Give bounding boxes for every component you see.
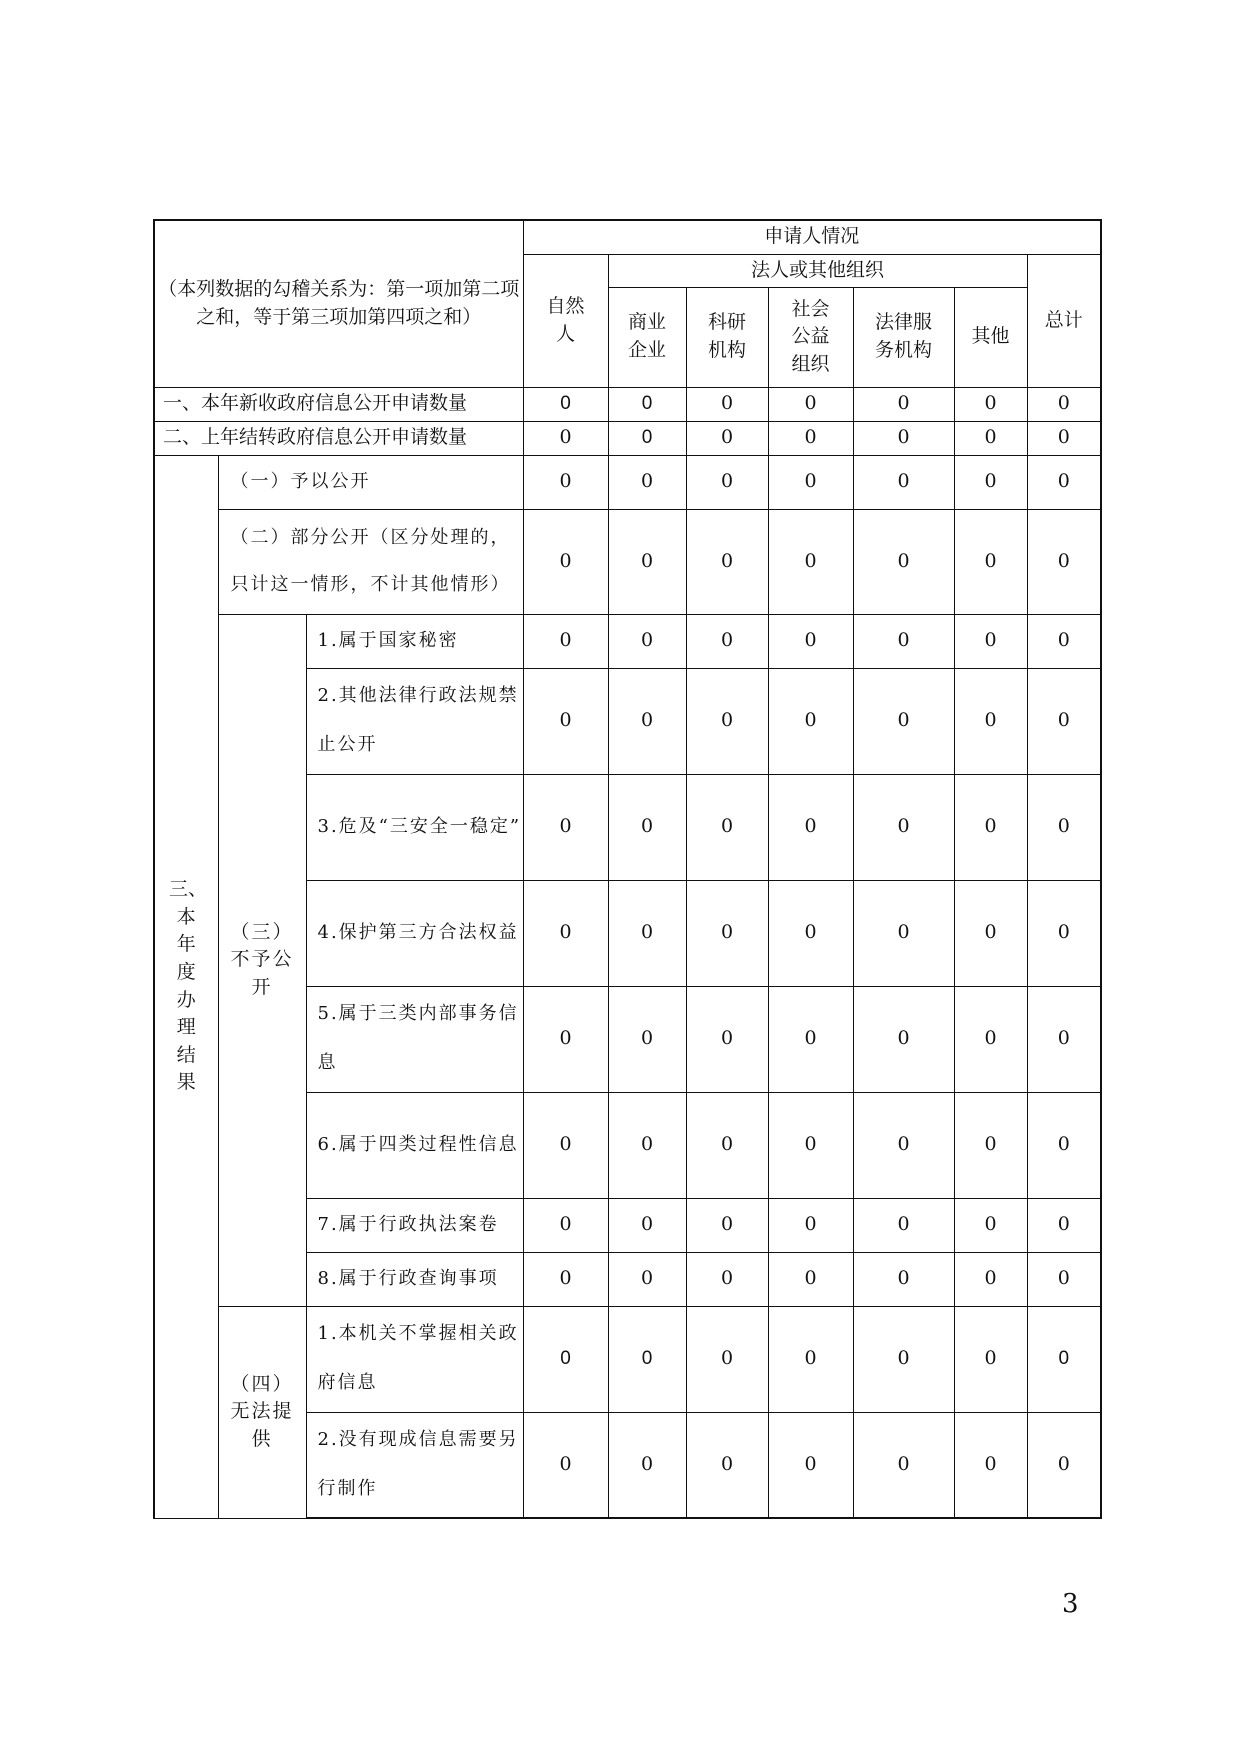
cell-value: 0: [768, 614, 853, 668]
cell-value: 0: [1027, 668, 1101, 774]
cell-value: 0: [954, 455, 1027, 509]
cell-value: 0: [608, 387, 686, 421]
cell-value: 0: [853, 509, 954, 614]
cell-value: 0: [523, 387, 608, 421]
cell-value: 0: [853, 774, 954, 880]
cell-value: 0: [686, 1306, 768, 1412]
cell-value: 0: [954, 614, 1027, 668]
not-disclosed-category: （三）不予公开: [218, 614, 306, 1306]
cell-value: 0: [853, 614, 954, 668]
cell-value: 0: [768, 387, 853, 421]
row-label: 6.属于四类过程性信息: [306, 1092, 523, 1198]
cell-value: 0: [523, 614, 608, 668]
cell-value: 0: [853, 986, 954, 1092]
cell-value: 0: [853, 1252, 954, 1306]
cell-value: 0: [686, 1252, 768, 1306]
row-label: 1.属于国家秘密: [306, 614, 523, 668]
cell-value: 0: [853, 387, 954, 421]
cell-value: 0: [768, 509, 853, 614]
cell-value: 0: [523, 421, 608, 455]
cell-value: 0: [1027, 455, 1101, 509]
cell-value: 0: [1027, 880, 1101, 986]
cell-value: 0: [686, 1412, 768, 1518]
header-business: 商业企业: [608, 287, 686, 387]
cell-value: 0: [954, 1198, 1027, 1252]
cell-value: 0: [768, 455, 853, 509]
table-row: [154, 614, 1101, 668]
cell-value: 0: [853, 421, 954, 455]
cell-value: 0: [523, 509, 608, 614]
cell-value: 0: [686, 1198, 768, 1252]
cell-value: 0: [523, 774, 608, 880]
row-label: 2.没有现成信息需要另行制作: [306, 1412, 523, 1518]
cell-value: 0: [1027, 509, 1101, 614]
cell-value: 0: [954, 421, 1027, 455]
row-label: 1.本机关不掌握相关政府信息: [306, 1306, 523, 1412]
table-row: [154, 387, 1101, 421]
row-label: 4.保护第三方合法权益: [306, 880, 523, 986]
row-label: 3.危及“三安全一稳定”: [306, 774, 523, 880]
statistics-table: [153, 219, 1102, 1519]
cell-value: 0: [686, 509, 768, 614]
cell-value: 0: [686, 387, 768, 421]
cell-value: 0: [768, 986, 853, 1092]
cell-value: 0: [608, 455, 686, 509]
cell-value: 0: [853, 880, 954, 986]
cell-value: 0: [1027, 1198, 1101, 1252]
cell-value: 0: [768, 421, 853, 455]
header-public-welfare: 社会公益组织: [768, 287, 853, 387]
cell-value: 0: [768, 668, 853, 774]
table-row: [154, 509, 1101, 614]
cell-value: 0: [523, 1412, 608, 1518]
header-natural-person: 自然人: [523, 254, 608, 387]
cell-value: 0: [608, 509, 686, 614]
results-category: 三、本年度办理结果: [154, 455, 218, 1518]
cell-value: 0: [608, 986, 686, 1092]
cell-value: 0: [1027, 614, 1101, 668]
cell-value: 0: [768, 1306, 853, 1412]
cell-value: 0: [608, 1092, 686, 1198]
cell-value: 0: [1027, 421, 1101, 455]
cell-value: 0: [608, 614, 686, 668]
cell-value: 0: [523, 1198, 608, 1252]
cell-value: 0: [954, 986, 1027, 1092]
header-legal-services: 法律服务机构: [853, 287, 954, 387]
cell-value: 0: [954, 668, 1027, 774]
cell-value: 0: [608, 1198, 686, 1252]
cell-value: 0: [853, 1306, 954, 1412]
cell-value: 0: [523, 455, 608, 509]
row-label: 5.属于三类内部事务信息: [306, 986, 523, 1092]
row-label: 7.属于行政执法案卷: [306, 1198, 523, 1252]
cell-value: 0: [768, 1252, 853, 1306]
cell-value: 0: [768, 1092, 853, 1198]
cell-value: 0: [686, 614, 768, 668]
header-research: 科研机构: [686, 287, 768, 387]
cell-value: 0: [686, 1092, 768, 1198]
cell-value: 0: [523, 986, 608, 1092]
cell-value: 0: [853, 1198, 954, 1252]
cell-value: 0: [954, 1092, 1027, 1198]
cell-value: 0: [954, 1306, 1027, 1412]
row-label: 2.其他法律行政法规禁止公开: [306, 668, 523, 774]
cell-value: 0: [954, 880, 1027, 986]
cell-value: 0: [608, 1252, 686, 1306]
row-label: 二、上年结转政府信息公开申请数量: [154, 421, 523, 455]
table-row: [154, 455, 1101, 509]
table-row: [154, 421, 1101, 455]
cell-value: 0: [523, 1306, 608, 1412]
cell-value: 0: [954, 1412, 1027, 1518]
cell-value: 0: [768, 1198, 853, 1252]
cell-value: 0: [1027, 1306, 1101, 1412]
header-legal-group: 法人或其他组织: [608, 254, 1027, 287]
cell-value: 0: [608, 1412, 686, 1518]
cell-value: 0: [608, 668, 686, 774]
cell-value: 0: [686, 668, 768, 774]
cell-value: 0: [608, 880, 686, 986]
row-label: 一、本年新收政府信息公开申请数量: [154, 387, 523, 421]
cell-value: 0: [954, 387, 1027, 421]
cell-value: 0: [608, 1306, 686, 1412]
cell-value: 0: [608, 774, 686, 880]
cell-value: 0: [686, 421, 768, 455]
table-row: [154, 1306, 1101, 1412]
cell-value: 0: [853, 668, 954, 774]
cell-value: 0: [853, 455, 954, 509]
row-label: （一）予以公开: [218, 455, 523, 509]
cell-value: 0: [954, 774, 1027, 880]
cell-value: 0: [853, 1092, 954, 1198]
cell-value: 0: [523, 880, 608, 986]
cell-value: 0: [768, 1412, 853, 1518]
cell-value: 0: [1027, 1412, 1101, 1518]
header-other: 其他: [954, 287, 1027, 387]
cell-value: 0: [1027, 387, 1101, 421]
cell-value: 0: [768, 774, 853, 880]
cell-value: 0: [954, 1252, 1027, 1306]
row-label: 8.属于行政查询事项: [306, 1252, 523, 1306]
cell-value: 0: [686, 455, 768, 509]
cell-value: 0: [523, 1252, 608, 1306]
page-number: 3: [1062, 1589, 1079, 1619]
cell-value: 0: [686, 986, 768, 1092]
cell-value: 0: [1027, 1092, 1101, 1198]
cell-value: 0: [1027, 774, 1101, 880]
header-note: （本列数据的勾稽关系为：第一项加第二项之和，等于第三项加第四项之和）: [154, 220, 523, 387]
cell-value: 0: [686, 774, 768, 880]
header-total: 总计: [1027, 254, 1101, 387]
row-label: （二）部分公开（区分处理的，只计这一情形，不计其他情形）: [218, 509, 523, 614]
cell-value: 0: [954, 509, 1027, 614]
cell-value: 0: [1027, 986, 1101, 1092]
cell-value: 0: [608, 421, 686, 455]
header-applicant-situation: 申请人情况: [523, 220, 1101, 254]
cell-value: 0: [523, 1092, 608, 1198]
cell-value: 0: [686, 880, 768, 986]
cell-value: 0: [1027, 1252, 1101, 1306]
cell-value: 0: [768, 880, 853, 986]
unable-category: （四）无法提供: [218, 1306, 306, 1518]
cell-value: 0: [853, 1412, 954, 1518]
cell-value: 0: [523, 668, 608, 774]
